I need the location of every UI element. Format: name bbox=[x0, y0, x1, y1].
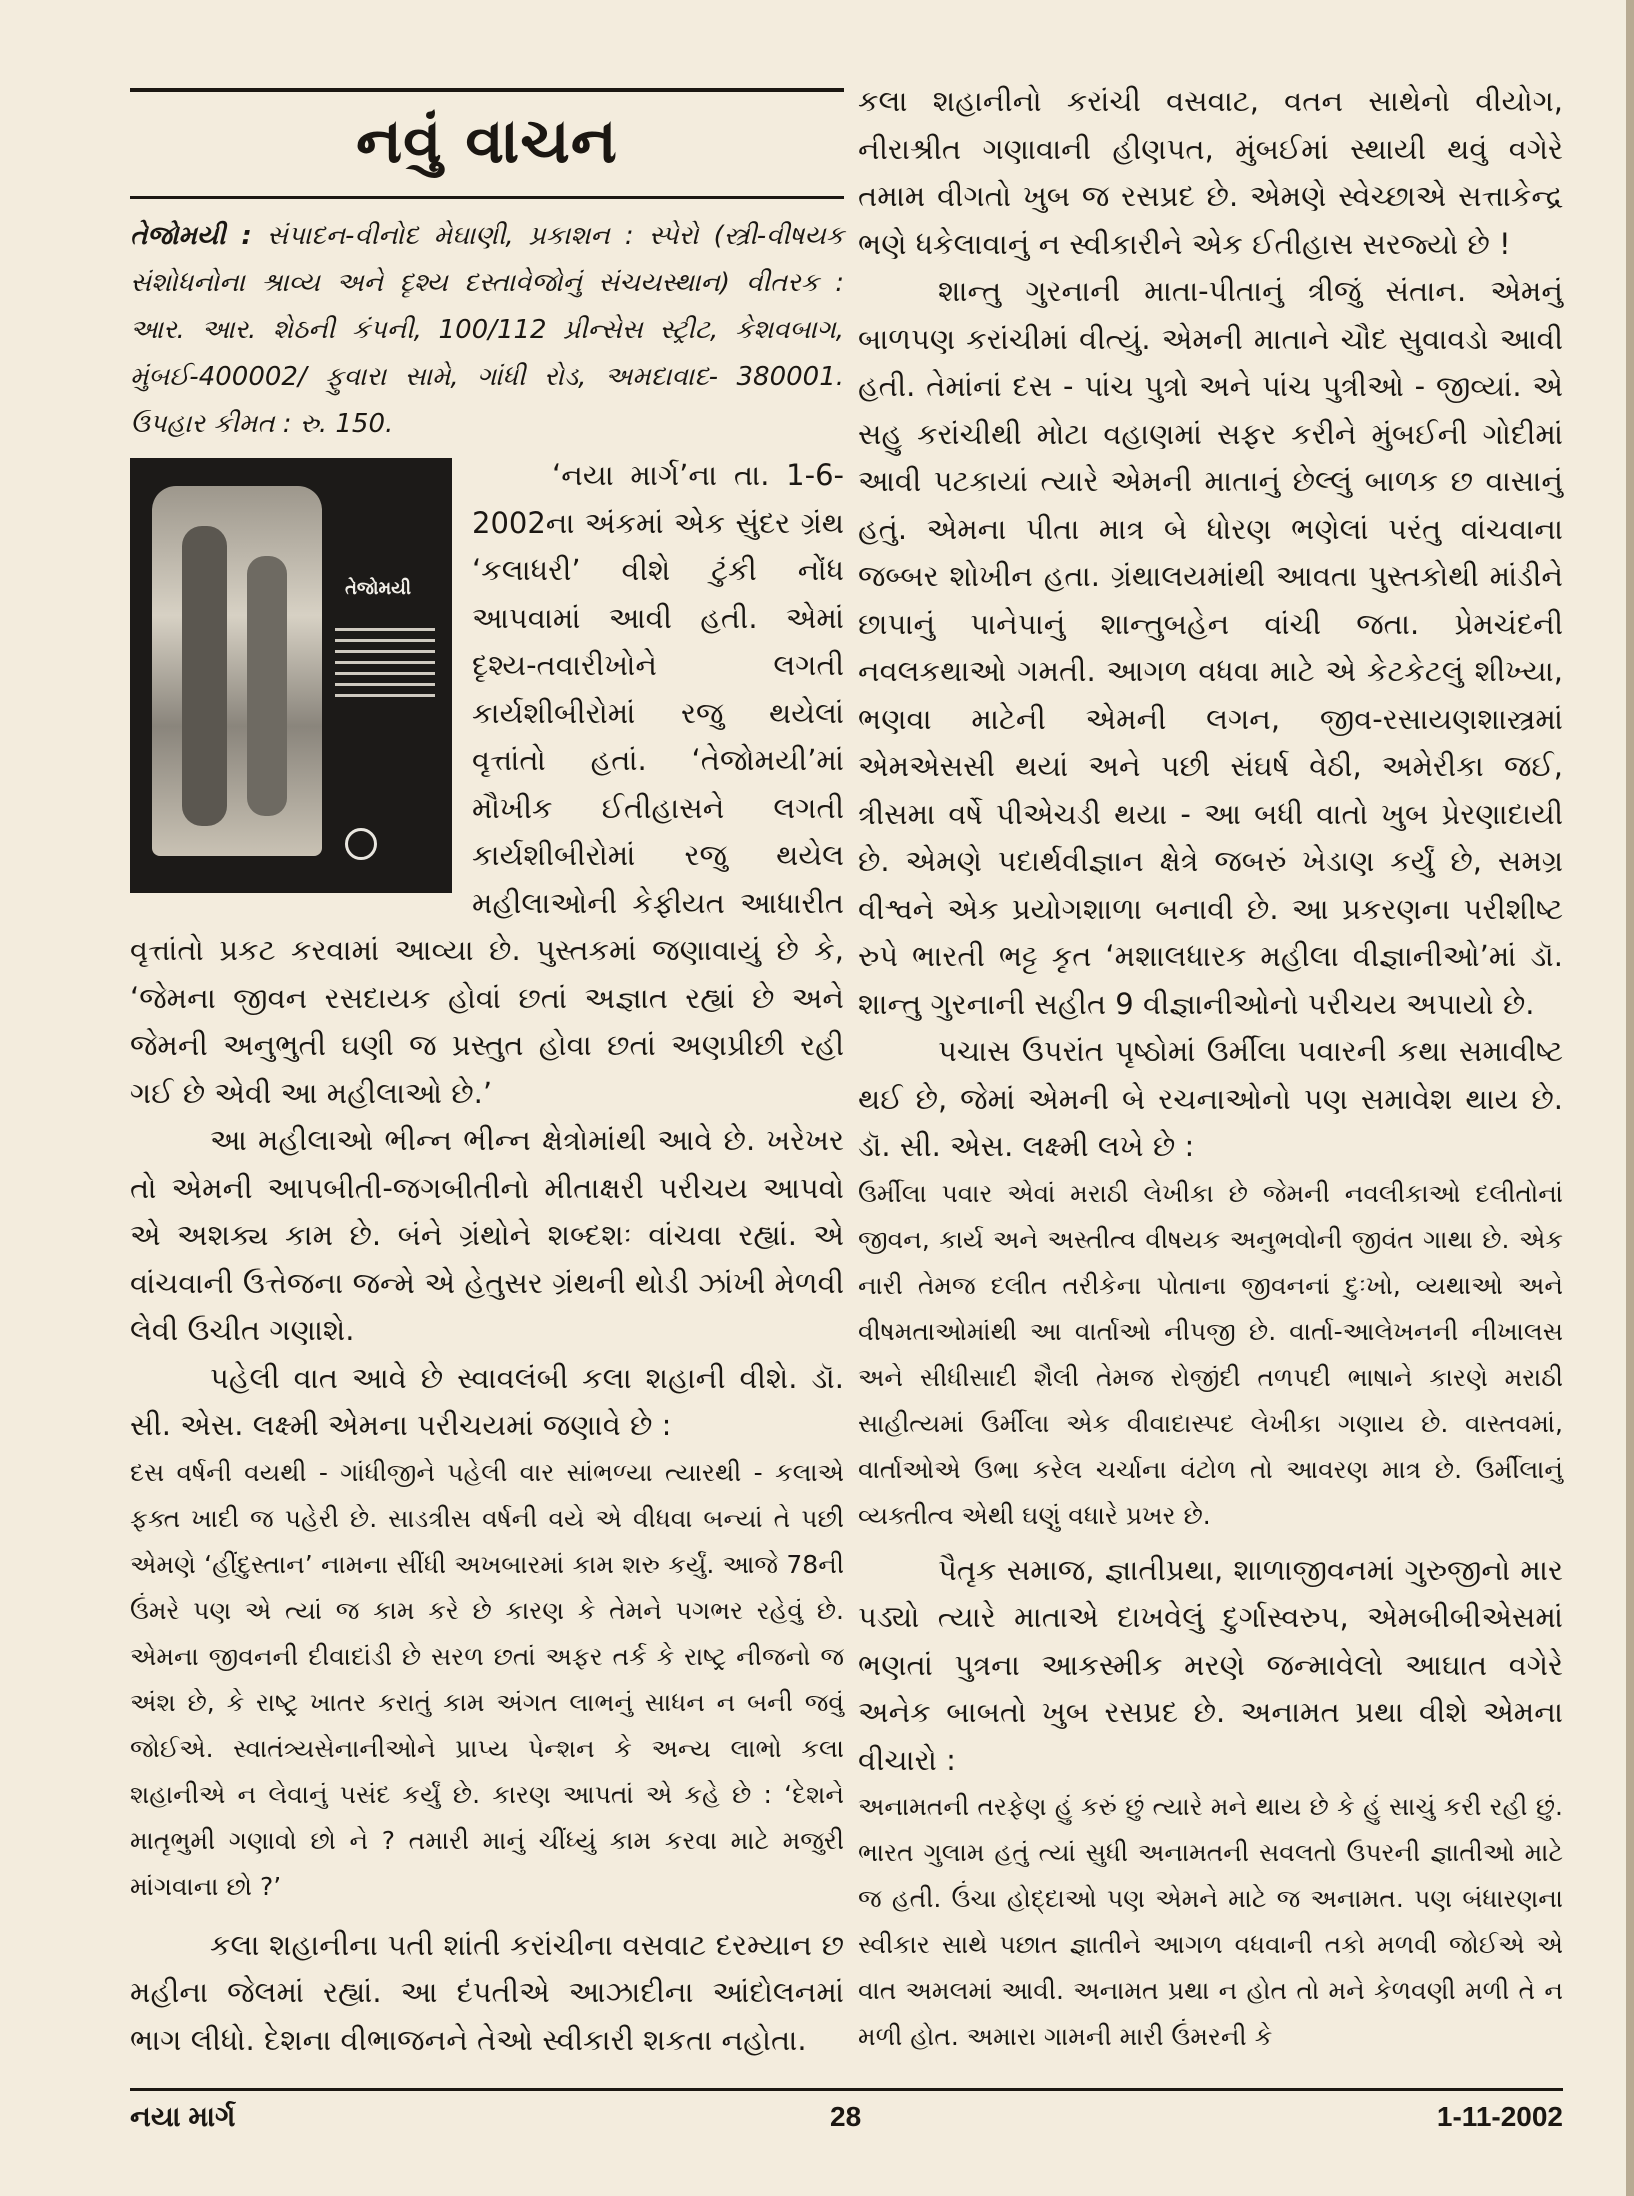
footer-date: 1-11-2002 bbox=[1436, 2101, 1563, 2132]
section-title: નવું વાચન bbox=[355, 104, 618, 177]
page-edge bbox=[1626, 0, 1634, 2196]
cover-artwork bbox=[152, 486, 322, 856]
footer-page-number: 28 bbox=[830, 2101, 862, 2132]
left-paragraph-3: પહેલી વાત આવે છે સ્વાવલંબી કલા શહાની વીશે. ડૉ. સી. એસ. લક્ષ્મી એમના પરીચયમાં જણાવે છે : bbox=[130, 1360, 844, 1442]
book-details: સંપાદન-વીનોદ મેઘાણી, પ્રકાશન : સ્પેરો (સ્ત્રી-વીષયક સંશોધનોના શ્રાવ્ય અને દૃશ્ય દસ્તાવેજોનું સંચયસ્થાન) વીતરક : આર. આર. શેઠની કંપની, 100/112 પ્રીન્સેસ સ્ટ્રીટ, કેશવબાગ, મુંબઈ-400002/ ફુવારા સામે, ગાંધી રોડ, અમદાવાદ- 380001. ઉપહાર કીમત : રુ. 150. bbox=[130, 221, 844, 439]
right-paragraph-4: પૈતૃક સમાજ, જ્ઞાતીપ્રથા, શાળાજીવનમાં ગુરુજીનો માર પડ્યો ત્યારે માતાએ દાખવેલું દુર્ગાસ્વરુપ, એમબીબીએસમાં ભણતાં પુત્રના આકસ્મીક મરણે જન્માવેલો આઘાત વગેરે અનેક બાબતો ખુબ રસપ્રદ છે. અનામત પ્રથા વીશે એમના વીચારો : bbox=[858, 1552, 1563, 1777]
title-rule bbox=[130, 196, 844, 199]
left-column bbox=[130, 78, 844, 2064]
cover-subtitle-lines bbox=[335, 628, 435, 698]
right-paragraph-1: કલા શહાનીનો કરાંચી વસવાટ, વતન સાથેનો વીયોગ, નીરાશ્રીત ગણાવાની હીણપત, મુંબઈમાં સ્થાયી થવું વગેરે તમામ વીગતો ખુબ જ રસપ્રદ છે. એમણે સ્વેચ્છાએ સત્તાકેન્દ્ર ભણે ધકેલાવાનું ન સ્વીકારીને એક ઈતીહાસ સરજ્યો છે ! bbox=[858, 84, 1563, 261]
footer-publication: નયા માર્ગ bbox=[130, 2101, 236, 2132]
book-cover-image bbox=[130, 458, 452, 893]
left-paragraph-2: આ મહીલાઓ ભીન્ન ભીન્ન ક્ષેત્રોમાંથી આવે છે. ખરેખર તો એમની આપબીતી-જગબીતીનો મીતાક્ષરી પરીચય આપવો એ અશક્ય કામ છે. બંને ગ્રંથોને શબ્દશઃ વાંચવા રહ્યાં. એ વાંચવાની ઉત્તેજના જન્મે એ હેતુસર ગ્રંથની થોડી ઝાંખી મેળવી લેવી ઉચીત ગણાશે. bbox=[130, 1123, 844, 1347]
publisher-logo-icon bbox=[345, 828, 377, 860]
page-footer bbox=[130, 2088, 1563, 2132]
left-quote-1: દસ વર્ષની વયથી - ગાંધીજીને પહેલી વાર સાંભળ્યા ત્યારથી - કલાએ ફક્ત ખાદી જ પહેરી છે. સાડત્રીસ વર્ષની વયે એ વીધવા બન્યાં તે પછી એમણે ‘હીંદુસ્તાન’ નામના સીંધી અખબારમાં કામ શરુ કર્યું. આજે 78ની ઉંમરે પણ એ ત્યાં જ કામ કરે છે કારણ કે તેમને પગભર રહેવું છે. એમના જીવનની દીવાદાંડી છે સરળ છતાં અફર તર્ક કે રાષ્ટ્ર નીજનો જ અંશ છે, કે રાષ્ટ્ર ખાતર કરાતું કામ અંગત લાભનું સાધન ન બની જવું જોઈએ. સ્વાતંત્ર્યસેનાનીઓને પ્રાપ્ય પેન્શન કે અન્ય લાભો કલા શહાનીએ ન લેવાનું પસંદ કર્યું છે. કારણ આપતાં એ કહે છે : ‘દેશને માતૃભુમી ગણાવો છો ને ? તમારી માનું ચીંધ્યું કામ કરવા માટે મજુરી માંગવાના છો ?’ bbox=[130, 1457, 844, 1901]
intro-block bbox=[130, 452, 844, 1117]
right-paragraph-2: શાન્તુ ગુરનાની માતા-પીતાનું ત્રીજું સંતાન. એમનું બાળપણ કરાંચીમાં વીત્યું. એમની માતાને ચૌદ સુવાવડો આવી હતી. તેમાંનાં દસ - પાંચ પુત્રો અને પાંચ પુત્રીઓ - જીવ્યાં. એ સહુ કરાંચીથી મોટા વહાણમાં સફર કરીને મુંબઈની ગોદીમાં આવી પટકાયાં ત્યારે એમની માતાનું છેલ્લું બાળક છ વાસાનું હતું. એમના પીતા માત્ર બે ધોરણ ભણેલાં પરંતુ વાંચવાના જબ્બર શોખીન હતા. ગ્રંથાલયમાંથી આવતા પુસ્તકોથી માંડીને છાપાનું પાનેપાનું શાન્તુબહેન વાંચી જતા. પ્રેમચંદની નવલકથાઓ ગમતી. આગળ વધવા માટે એ કેટકેટલું શીખ્યા, ભણવા માટેની એમની લગન, જીવ-રસાયણશાસ્ત્રમાં એમએસસી થયાં અને પછી સંઘર્ષ વેઠી, અમેરીકા જઈ, ત્રીસમા વર્ષે પીએચડી થયા - આ બધી વાતો ખુબ પ્રેરણાદાયી છે. એમણે પદાર્થવીજ્ઞાન ક્ષેત્રે જબરું ખેડાણ કર્યું છે, સમગ્ર વીશ્વને એક પ્રયોગશાળા બનાવી છે. આ પ્રકરણના પરીશીષ્ટ રુપે ભારતી ભટ્ટ કૃત ‘મશાલધારક મહીલા વીજ્ઞાનીઓ’માં ડૉ. શાન્તુ ગુરનાની સહીત 9 વીજ્ઞાનીઓનો પરીચય અપાયો છે. bbox=[858, 274, 1563, 1021]
intro-paragraph: ‘નયા માર્ગ’ના તા. 1-6-2002ના અંકમાં એક સુંદર ગ્રંથ ‘કલાધરી’ વીશે ટુંકી નોંધ આપવામાં આવી હતી. એમાં દૃશ્ય-તવારીખોને લગતી કાર્યશીબીરોમાં રજુ થયેલાં વૃત્તાંતો હતાં. ‘તેજોમયી’માં મૌખીક ઈતીહાસને લગતી કાર્યશીબીરોમાં રજુ થયેલ મહીલાઓની કેફીયત આધારીત વૃત્તાંતો પ્રકટ કરવામાં આવ્યા છે. પુસ્તકમાં જણાવાયું છે કે, ‘જેમના જીવન રસદાયક હોવાં છતાં અજ્ઞાત રહ્યાં છે અને જેમની અનુભુતી ઘણી જ પ્રસ્તુત હોવા છતાં અણપ્રીછી રહી ગઈ છે એવી આ મહીલાઓ છે.’ bbox=[130, 458, 844, 1110]
cover-title: તેજોમયી bbox=[345, 578, 412, 599]
right-column bbox=[858, 78, 1563, 2060]
right-quote-1: ઉર્મીલા પવાર એવાં મરાઠી લેખીકા છે જેમની નવલીકાઓ દલીતોનાં જીવન, કાર્ય અને અસ્તીત્વ વીષયક અનુભવોની જીવંત ગાથા છે. એક નારી તેમજ દલીત તરીકેના પોતાના જીવનનાં દુઃખો, વ્યથાઓ અને વીષમતાઓમાંથી આ વાર્તાઓ નીપજી છે. વાર્તા-આલેખનની નીખાલસ અને સીધીસાદી શૈલી તેમજ રોજીંદી તળપદી ભાષાને કારણે મરાઠી સાહીત્યમાં ઉર્મીલા એક વીવાદાસ્પદ લેખીકા ગણાય છે. વાસ્તવમાં, વાર્તાઓએ ઉભા કરેલ ચર્ચાના વંટોળ તો આવરણ માત્ર છે. ઉર્મીલાનું વ્યક્તીત્વ એથી ઘણું વધારે પ્રખર છે. bbox=[858, 1178, 1563, 1530]
right-paragraph-3: પચાસ ઉપરાંત પૃષ્ઠોમાં ઉર્મીલા પવારની કથા સમાવીષ્ટ થઈ છે, જેમાં એમની બે રચનાઓનો પણ સમાવેશ થાય છે. ડૉ. સી. એસ. લક્ષ્મી લખે છે : bbox=[858, 1034, 1563, 1163]
book-bibliography bbox=[130, 213, 844, 448]
right-quote-2: અનામતની તરફેણ હું કરું છું ત્યારે મને થાય છે કે હું સાચું કરી રહી છું. ભારત ગુલામ હતું ત્યાં સુધી અનામતની સવલતો ઉપરની જ્ઞાતીઓ માટે જ હતી. ઉંચા હોદ્દાઓ પણ એમને માટે જ અનામત. પણ બંધારણના સ્વીકાર સાથે પછાત જ્ઞાતીને આગળ વધવાની તકો મળવી જોઈએ એ વાત અમલમાં આવી. અનામત પ્રથા ન હોત તો મને કેળવણી મળી તે ન મળી હોત. અમારા ગામની મારી ઉંમરની કે bbox=[858, 1792, 1563, 2051]
book-title: તેજોમયી : bbox=[130, 221, 252, 251]
left-paragraph-4: કલા શહાનીના પતી શાંતી કરાંચીના વસવાટ દરમ્યાન છ મહીના જેલમાં રહ્યાં. આ દંપતીએ આઝાદીના આંદોલનમાં ભાગ લીધો. દેશના વીભાજનને તેઓ સ્વીકારી શકતા નહોતા. bbox=[130, 1927, 844, 2057]
